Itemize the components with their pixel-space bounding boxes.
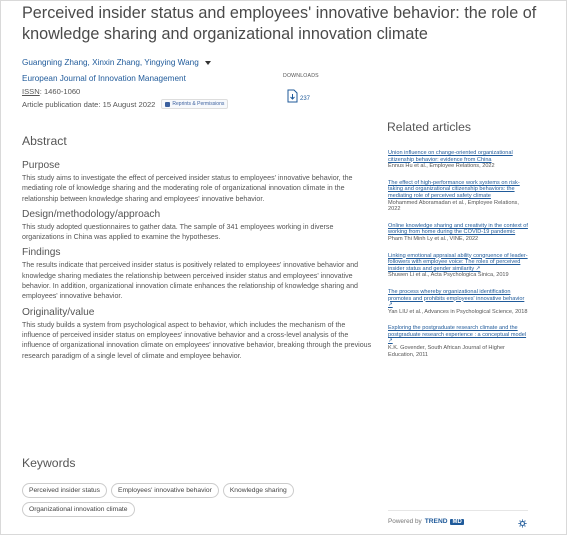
chevron-down-icon (205, 61, 211, 65)
list-item (388, 180, 528, 213)
related-article-link[interactable]: The effect of high-performance work systems on risk-taking and organizational citizenship behaviors: the mediating role of perceived safety climate (388, 179, 520, 199)
reprints-icon (165, 102, 170, 107)
downloads-label: DOWNLOADS (283, 73, 319, 79)
related-article-link[interactable]: Online knowledge sharing and creativity in the context of working from home during the COVID-19 pandemic (388, 222, 528, 236)
publication-date-row (22, 99, 228, 109)
trendmd-logo-trend: TREND (424, 518, 448, 525)
related-articles-heading: Related articles (387, 120, 471, 134)
purpose-text: This study aims to investigate the effect of perceived insider status to employees' innovative behavior, the mediating role of knowledge sharing and the moderating role of organizational innovation climate in the relationship between knowledge sharing and employees' innovative behavior. (22, 174, 353, 203)
authors-dropdown[interactable] (22, 58, 211, 67)
authors-text: Guangning Zhang, Xinxin Zhang, Yingying Wang (22, 58, 199, 67)
downloads-count: 237 (300, 96, 311, 102)
trendmd-attribution[interactable] (388, 518, 464, 525)
related-article-meta: K.K. Govender, South African Journal of Higher Education, 2011 (388, 345, 505, 358)
list-item (388, 253, 528, 279)
list-item (388, 150, 528, 170)
reprints-label: Reprints & Permissions (172, 101, 225, 107)
related-article-link[interactable]: Exploring the postgraduate research climate and the postgraduate research experience : a conceptual model ↗ (388, 325, 527, 345)
list-item (388, 223, 528, 243)
findings-heading: Findings (22, 247, 61, 259)
related-article-meta: Pham Thi Minh Ly et al., VINE, 2022 (388, 235, 479, 242)
keywords-list (22, 483, 352, 517)
reprints-permissions-button[interactable] (161, 99, 228, 109)
trendmd-logo-md: MD (452, 518, 462, 525)
gear-icon[interactable] (518, 519, 527, 528)
publication-date: Article publication date: 15 August 2022 (22, 99, 156, 109)
abstract-section (22, 134, 372, 366)
issn (22, 87, 80, 96)
related-article-link[interactable]: Union influence on change-oriented organizational citizenship behavior: evidence from China (388, 150, 513, 163)
related-article-meta: Ennus Hu et al., Employee Relations, 2022 (388, 163, 495, 170)
keyword-chip[interactable]: Knowledge sharing (223, 483, 294, 498)
issn-value: : 1460-1060 (39, 87, 81, 96)
downloads-row[interactable] (287, 89, 323, 103)
purpose-heading: Purpose (22, 160, 60, 171)
download-icon (287, 89, 298, 103)
related-article-link[interactable]: Linking emotional appraisal ability congruence of leader-followers with employee voice: The roles of perceived insider status and gender similarity ↗ (388, 252, 528, 272)
keywords-heading: Keywords (22, 456, 76, 470)
issn-label: ISSN (22, 87, 40, 96)
powered-by-text: Powered by (388, 518, 422, 525)
divider (388, 510, 528, 511)
abstract-heading: Abstract (22, 134, 67, 148)
list-item (388, 325, 528, 358)
findings-text: The results indicate that perceived insider status is positively related to employees' innovative behavior and knowledge sharing mediates the relationship between perceived insider status and employees' innovative behavior. In addition, organizational innovation climate enhances the relationship of knowledge sharing and employees' innovative behavior. (22, 261, 359, 301)
related-article-link[interactable]: The process whereby organizational identification promotes and prohibits employees' innovative behavior ↗ (388, 288, 525, 309)
design-text: This study adopted questionnaires to gather data. The sample of 341 employees working in diverse organizations in China was applied to examine the hypotheses. (22, 222, 334, 242)
originality-text: This study builds a system from psychological aspect to behavior, which includes the mechanism of the influence of perceived insider status on employees' innovative behavior and a cross-level analysis of the influence of organizational innovation climate on employees' innovative behavior, breaking through the previous research paradigm of a single level of climate and employee behavior. (22, 320, 372, 360)
related-article-meta: Yan LIU et al., Advances in Psychological Science, 2018 (388, 308, 528, 315)
list-item (388, 289, 528, 315)
keyword-chip[interactable]: Organizational innovation climate (22, 502, 135, 517)
keyword-chip[interactable]: Perceived insider status (22, 483, 107, 498)
originality-heading: Originality/value (22, 306, 95, 318)
downloads-widget (283, 73, 323, 103)
article-title: Perceived insider status and employees' innovative behavior: the role of knowledge sharing and organizational innovation climate (22, 4, 537, 43)
journal-link[interactable]: European Journal of Innovation Management (22, 74, 186, 83)
design-heading: Design/methodology/approach (22, 208, 161, 220)
keyword-chip[interactable]: Employees' innovative behavior (111, 483, 219, 498)
related-article-meta: Shuwen Li et al., Acta Psychologica Sinica, 2019 (388, 272, 509, 279)
related-articles-list (388, 150, 528, 368)
related-article-meta: Mohammed Aboramadan et al., Employee Relations, 2022 (388, 199, 519, 213)
